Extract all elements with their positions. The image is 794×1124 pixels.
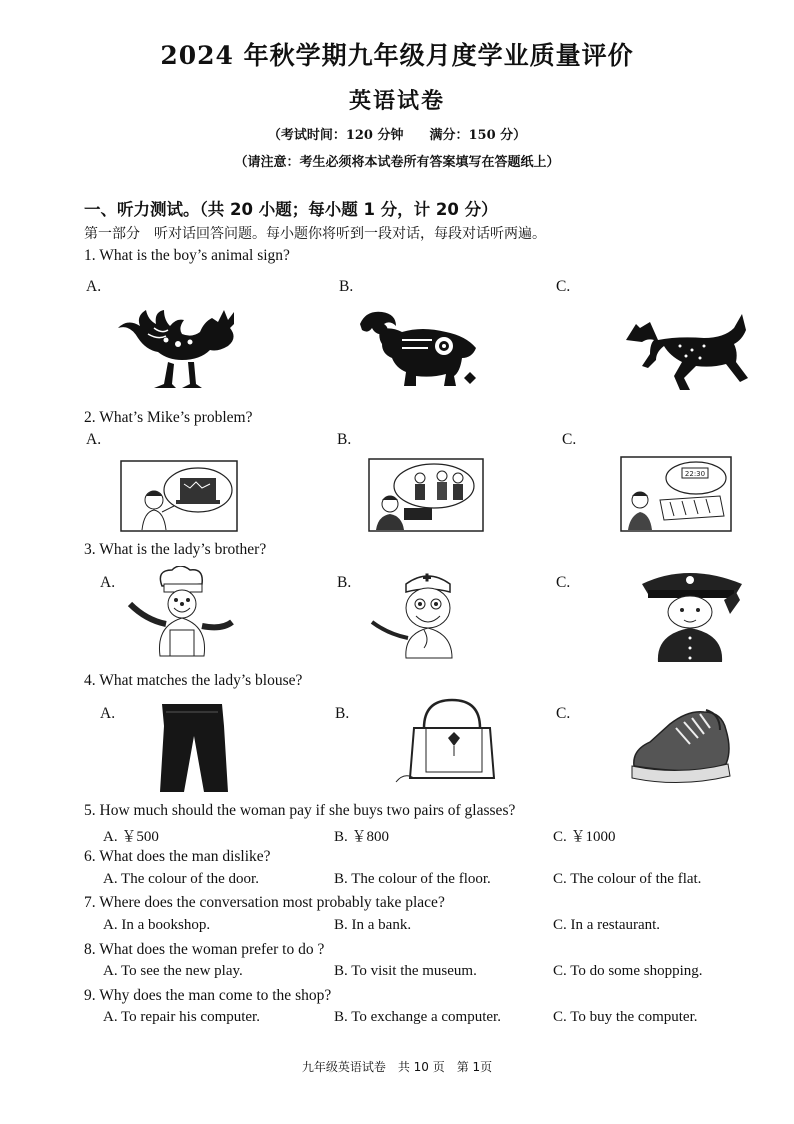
q9-option-b: B. To exchange a computer. — [334, 1009, 501, 1025]
q7-option-b: B. In a bank. — [334, 917, 412, 933]
part-instruction: 第一部分 听对话回答问题。每小题你将听到一段对话，每段对话听两遍。 — [84, 226, 546, 242]
q5-option-a: A. ￥500 — [103, 829, 159, 845]
exam-title: 2024 年秋学期九年级月度学业质量评价 — [160, 41, 634, 70]
svg-text:22:30: 22:30 — [684, 470, 706, 478]
q9-option-a: A. To repair his computer. — [103, 1009, 260, 1025]
q6-option-a: A. The colour of the door. — [103, 871, 259, 887]
q2-option-a-letter: A. — [86, 431, 102, 448]
handbag-image — [392, 696, 502, 786]
q3-option-a-letter: A. — [100, 574, 116, 591]
doctor-cartoon-image — [368, 566, 484, 660]
question-2: 2. What’s Mike’s problem? — [84, 409, 253, 426]
question-7: 7. Where does the conversation most probably take place? — [84, 894, 445, 911]
exam-info: （考试时间：120 分钟 满分：150 分） — [267, 128, 527, 143]
policeman-cartoon-image — [628, 566, 748, 662]
sneaker-image — [628, 700, 734, 790]
trousers-image — [154, 702, 230, 794]
q4-option-c-letter: C. — [556, 705, 571, 722]
question-5: 5. How much should the woman pay if she buys two pairs of glasses? — [84, 802, 516, 819]
rooster-papercut-image — [108, 304, 243, 392]
boy-computer-cartoon-image — [120, 460, 238, 532]
q6-option-c: C. The colour of the flat. — [553, 871, 702, 887]
q3-option-c-letter: C. — [556, 574, 571, 591]
exam-notice: （请注意：考生必须将本试卷所有答案填写在答题纸上） — [234, 155, 560, 170]
question-1: 1. What is the boy’s animal sign? — [84, 247, 290, 264]
q5-option-c: C. ￥1000 — [553, 829, 616, 845]
q8-option-c: C. To do some shopping. — [553, 963, 703, 979]
horse-papercut-image — [620, 312, 752, 398]
q4-option-b-letter: B. — [335, 705, 350, 722]
q5-option-b: B. ￥800 — [334, 829, 390, 845]
question-9: 9. Why does the man come to the shop? — [84, 987, 332, 1004]
boy-homework-cartoon-image — [620, 456, 732, 532]
q8-option-b: B. To visit the museum. — [334, 963, 477, 979]
chef-cartoon-image — [118, 566, 248, 658]
q1-option-a-letter: A. — [86, 278, 102, 295]
q7-option-c: C. In a restaurant. — [553, 917, 661, 933]
q7-option-a: A. In a bookshop. — [103, 917, 211, 933]
question-8: 8. What does the woman prefer to do ? — [84, 941, 325, 958]
page-footer: 九年级英语试卷 共 10 页 第 1页 — [301, 1060, 493, 1074]
q1-option-b-letter: B. — [339, 278, 354, 295]
q6-option-b: B. The colour of the floor. — [334, 871, 491, 887]
sheep-papercut-image — [352, 304, 488, 392]
q3-option-b-letter: B. — [337, 574, 352, 591]
q9-option-c: C. To buy the computer. — [553, 1009, 698, 1025]
section-heading: 一、听力测试。（共 20 小题；每小题 1 分，计 20 分） — [84, 200, 498, 219]
question-4: 4. What matches the lady’s blouse? — [84, 672, 303, 689]
q1-option-c-letter: C. — [556, 278, 571, 295]
boy-family-cartoon-image — [368, 458, 484, 532]
q4-option-a-letter: A. — [100, 705, 116, 722]
exam-subtitle: 英语试卷 — [348, 88, 445, 114]
q8-option-a: A. To see the new play. — [103, 963, 243, 979]
q2-option-b-letter: B. — [337, 431, 352, 448]
question-3: 3. What is the lady’s brother? — [84, 541, 267, 558]
question-6: 6. What does the man dislike? — [84, 848, 271, 865]
q2-option-c-letter: C. — [562, 431, 577, 448]
